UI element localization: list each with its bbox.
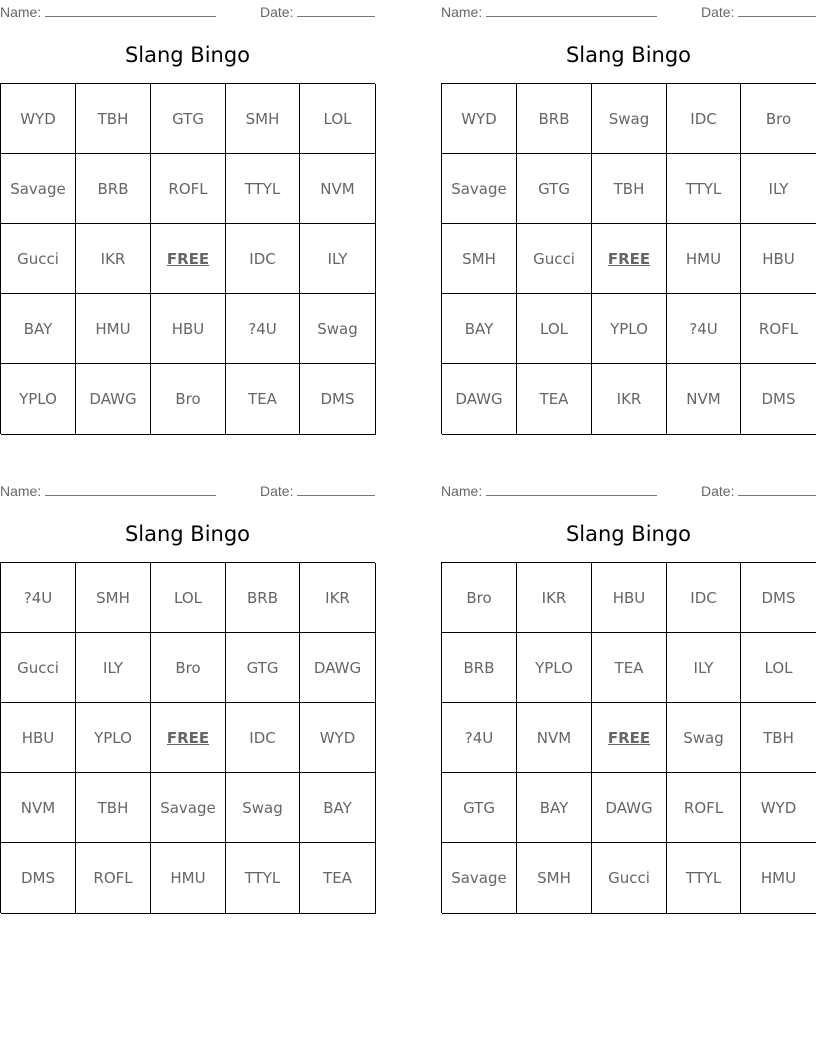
name-label: Name:: [441, 483, 483, 499]
bingo-cell: IKR: [76, 224, 151, 294]
name-label: Name:: [0, 483, 42, 499]
bingo-cell: Swag: [592, 84, 667, 154]
bingo-cell: IDC: [226, 224, 300, 294]
card-title: Slang Bingo: [124, 522, 251, 546]
bingo-cell: HMU: [151, 843, 226, 914]
date-blank-line: [738, 3, 816, 17]
bingo-cell: YPLO: [592, 294, 667, 364]
bingo-cell: LOL: [151, 563, 226, 633]
bingo-cell: NVM: [517, 703, 592, 773]
card-title: Slang Bingo: [565, 43, 692, 67]
bingo-cell: BRB: [76, 154, 151, 224]
name-field: [0, 482, 216, 499]
bingo-cell: Swag: [226, 773, 300, 843]
bingo-cell: TEA: [592, 633, 667, 703]
bingo-cell: Swag: [300, 294, 376, 364]
bingo-cell: SMH: [226, 84, 300, 154]
bingo-cell: Savage: [442, 843, 517, 914]
date-field: [260, 3, 375, 20]
bingo-cell: TEA: [226, 364, 300, 435]
bingo-cell: HBU: [592, 563, 667, 633]
bingo-cell-free: FREE: [592, 703, 667, 773]
bingo-grid: [441, 83, 816, 434]
bingo-cell: YPLO: [1, 364, 76, 435]
bingo-cell: TBH: [76, 84, 151, 154]
bingo-cell: IKR: [517, 563, 592, 633]
date-label: Date:: [260, 483, 294, 499]
bingo-cell: IKR: [592, 364, 667, 435]
bingo-cell: Gucci: [592, 843, 667, 914]
bingo-cell: YPLO: [517, 633, 592, 703]
bingo-cell: Bro: [741, 84, 816, 154]
bingo-card-4: [441, 479, 816, 914]
bingo-cell: ROFL: [741, 294, 816, 364]
bingo-cell: Swag: [667, 703, 741, 773]
bingo-cell: BAY: [1, 294, 76, 364]
bingo-cell: ?4U: [667, 294, 741, 364]
bingo-card-1: [0, 0, 375, 435]
bingo-cell: TBH: [741, 703, 816, 773]
card-title: Slang Bingo: [124, 43, 251, 67]
bingo-cell: DAWG: [442, 364, 517, 435]
bingo-cell-free: FREE: [151, 224, 226, 294]
bingo-cell: BRB: [517, 84, 592, 154]
bingo-cell: DMS: [1, 843, 76, 914]
name-blank-line: [486, 482, 657, 496]
bingo-cell: Savage: [1, 154, 76, 224]
bingo-cell: BRB: [226, 563, 300, 633]
bingo-cell: ILY: [76, 633, 151, 703]
bingo-card-2: [441, 0, 816, 435]
name-blank-line: [45, 3, 216, 17]
bingo-cell: HBU: [1, 703, 76, 773]
bingo-cell: LOL: [741, 633, 816, 703]
bingo-cell: ILY: [667, 633, 741, 703]
bingo-cell: ROFL: [667, 773, 741, 843]
bingo-cell: ILY: [300, 224, 376, 294]
bingo-cell: Savage: [151, 773, 226, 843]
bingo-cell: DAWG: [592, 773, 667, 843]
bingo-cell: NVM: [300, 154, 376, 224]
bingo-cell: YPLO: [76, 703, 151, 773]
bingo-cell: ?4U: [226, 294, 300, 364]
name-label: Name:: [0, 4, 42, 20]
date-field: [260, 482, 375, 499]
bingo-cell: DMS: [741, 364, 816, 435]
bingo-cell: Bro: [442, 563, 517, 633]
bingo-cell: BAY: [300, 773, 376, 843]
date-field: [701, 3, 816, 20]
bingo-cell: WYD: [1, 84, 76, 154]
name-field: [0, 3, 216, 20]
bingo-cell: SMH: [76, 563, 151, 633]
bingo-cell: GTG: [517, 154, 592, 224]
date-blank-line: [297, 482, 375, 496]
bingo-cell: TTYL: [667, 154, 741, 224]
bingo-cell: Gucci: [1, 633, 76, 703]
bingo-cell: HMU: [76, 294, 151, 364]
bingo-cell: ROFL: [76, 843, 151, 914]
date-field: [701, 482, 816, 499]
bingo-card-3: [0, 479, 375, 914]
date-blank-line: [297, 3, 375, 17]
name-blank-line: [486, 3, 657, 17]
date-blank-line: [738, 482, 816, 496]
bingo-cell: IDC: [667, 563, 741, 633]
bingo-cell: BRB: [442, 633, 517, 703]
bingo-cell: Gucci: [517, 224, 592, 294]
bingo-cell: ?4U: [442, 703, 517, 773]
bingo-cell-free: FREE: [592, 224, 667, 294]
date-label: Date:: [260, 4, 294, 20]
bingo-cell: BAY: [442, 294, 517, 364]
bingo-cell: ILY: [741, 154, 816, 224]
bingo-cell: SMH: [517, 843, 592, 914]
bingo-cell: GTG: [151, 84, 226, 154]
bingo-cell: Gucci: [1, 224, 76, 294]
bingo-cell: WYD: [300, 703, 376, 773]
bingo-cell: WYD: [741, 773, 816, 843]
bingo-cell: DMS: [300, 364, 376, 435]
bingo-cell: HMU: [667, 224, 741, 294]
date-label: Date:: [701, 4, 735, 20]
date-label: Date:: [701, 483, 735, 499]
bingo-cell: TEA: [300, 843, 376, 914]
bingo-cell: HMU: [741, 843, 816, 914]
bingo-cell: TBH: [592, 154, 667, 224]
bingo-cell: TEA: [517, 364, 592, 435]
name-field: [441, 482, 657, 499]
bingo-cell: HBU: [741, 224, 816, 294]
bingo-cell-free: FREE: [151, 703, 226, 773]
bingo-cell: HBU: [151, 294, 226, 364]
bingo-cell: SMH: [442, 224, 517, 294]
bingo-grid: [0, 562, 375, 913]
bingo-cell: LOL: [300, 84, 376, 154]
name-label: Name:: [441, 4, 483, 20]
bingo-cell: BAY: [517, 773, 592, 843]
bingo-cell: Bro: [151, 633, 226, 703]
bingo-cell: TBH: [76, 773, 151, 843]
bingo-cell: TTYL: [667, 843, 741, 914]
bingo-cell: DMS: [741, 563, 816, 633]
bingo-grid: [0, 83, 375, 434]
bingo-cell: TTYL: [226, 843, 300, 914]
bingo-cell: GTG: [226, 633, 300, 703]
name-field: [441, 3, 657, 20]
bingo-cell: LOL: [517, 294, 592, 364]
bingo-cell: NVM: [1, 773, 76, 843]
bingo-cell: WYD: [442, 84, 517, 154]
bingo-cell: DAWG: [300, 633, 376, 703]
bingo-cell: IDC: [226, 703, 300, 773]
name-blank-line: [45, 482, 216, 496]
bingo-grid: [441, 562, 816, 913]
card-title: Slang Bingo: [565, 522, 692, 546]
bingo-cell: IKR: [300, 563, 376, 633]
bingo-cell: ?4U: [1, 563, 76, 633]
bingo-cell: ROFL: [151, 154, 226, 224]
bingo-cell: Bro: [151, 364, 226, 435]
bingo-cell: DAWG: [76, 364, 151, 435]
bingo-cell: TTYL: [226, 154, 300, 224]
bingo-cell: IDC: [667, 84, 741, 154]
bingo-cell: GTG: [442, 773, 517, 843]
bingo-cell: Savage: [442, 154, 517, 224]
bingo-cell: NVM: [667, 364, 741, 435]
